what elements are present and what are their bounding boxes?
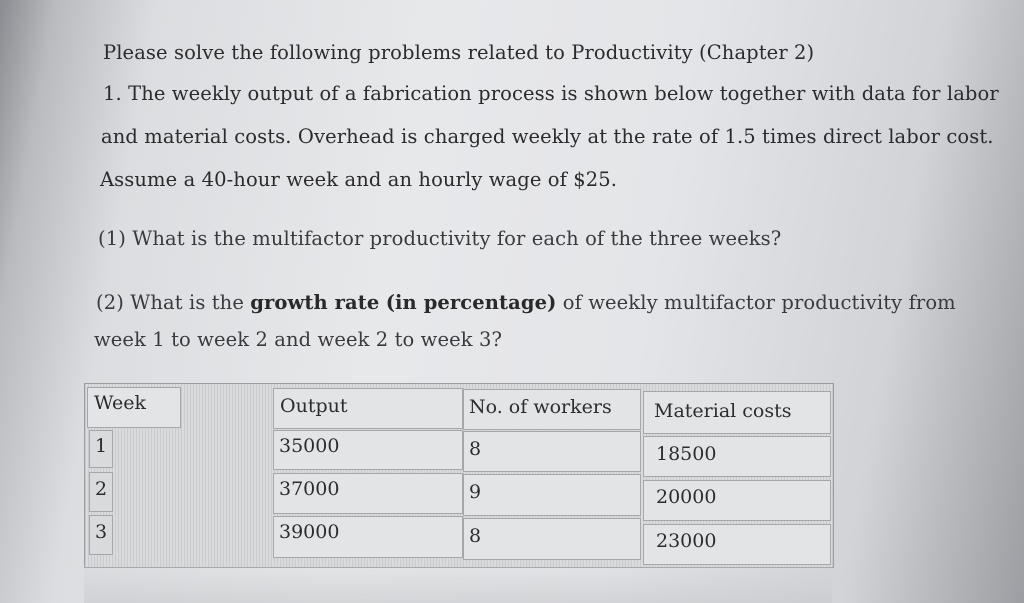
table-cell-week-3: 3 bbox=[95, 521, 108, 543]
question-2-bold-percentage: (in percentage) bbox=[385, 291, 557, 314]
question-1: (1) What is the multifactor productivity for each of the three weeks? bbox=[98, 227, 782, 250]
table-header-output-label: Output bbox=[280, 395, 348, 417]
table-row-1-output bbox=[273, 430, 463, 470]
table-cell-week-2: 2 bbox=[95, 478, 108, 500]
table-row-2-output bbox=[273, 473, 463, 514]
table-header-material bbox=[643, 391, 831, 434]
table-cell-output-1: 35000 bbox=[279, 435, 340, 457]
data-table bbox=[84, 383, 834, 568]
problem-text-line-2: and material costs. Overhead is charged weekly at the rate of 1.5 times direct labor cost. bbox=[101, 125, 994, 148]
table-header-week-label: Week bbox=[94, 392, 146, 414]
table-row-3-week bbox=[89, 515, 113, 555]
table-row-2-material bbox=[643, 480, 831, 521]
page-bottom-shade bbox=[84, 566, 832, 603]
question-2-line-2: week 1 to week 2 and week 2 to week 3? bbox=[94, 328, 503, 351]
table-cell-week-1: 1 bbox=[95, 435, 108, 457]
table-row-1-material bbox=[643, 436, 831, 477]
table-cell-output-3: 39000 bbox=[279, 521, 340, 543]
question-2-line-1 bbox=[96, 291, 956, 314]
page-title: Please solve the following problems related to Productivity (Chapter 2) bbox=[103, 41, 815, 64]
table-cell-workers-1: 8 bbox=[469, 438, 482, 460]
table-header-workers-label: No. of workers bbox=[469, 396, 612, 418]
table-row-1-workers bbox=[463, 431, 641, 472]
problem-text-line-1: 1. The weekly output of a fabrication process is shown below together with data for labor bbox=[103, 82, 999, 105]
table-row-2-workers bbox=[463, 474, 641, 516]
table-cell-workers-2: 9 bbox=[469, 481, 482, 503]
table-row-3-workers bbox=[463, 518, 641, 560]
question-2-prefix: (2) What is the bbox=[96, 291, 251, 314]
table-cell-material-3: 23000 bbox=[656, 530, 717, 552]
table-header-workers bbox=[463, 389, 641, 430]
question-2-bold-growth-rate: growth rate bbox=[250, 291, 380, 314]
table-header-week bbox=[87, 387, 181, 428]
table-cell-output-2: 37000 bbox=[279, 478, 340, 500]
table-header-material-label: Material costs bbox=[654, 400, 792, 422]
table-row-1-week bbox=[89, 430, 113, 468]
table-row-3-material bbox=[643, 524, 831, 565]
table-header-output bbox=[273, 388, 463, 429]
question-2-suffix: of weekly multifactor productivity from bbox=[556, 291, 956, 314]
table-cell-material-1: 18500 bbox=[656, 443, 717, 465]
table-row-2-week bbox=[89, 472, 113, 512]
table-row-3-output bbox=[273, 516, 463, 558]
problem-text-line-3: Assume a 40-hour week and an hourly wage of $25. bbox=[100, 168, 618, 191]
table-cell-workers-3: 8 bbox=[469, 525, 482, 547]
table-cell-material-2: 20000 bbox=[656, 486, 717, 508]
